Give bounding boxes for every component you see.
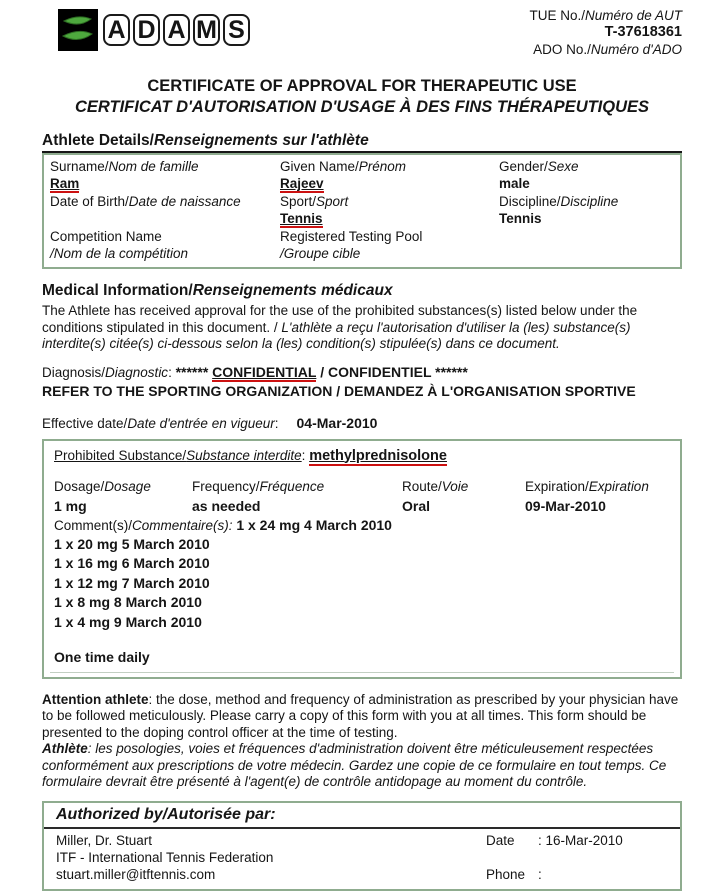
comment-line: 1 x 4 mg 9 March 2010 (54, 613, 202, 630)
authorization-phone: Phone : (486, 867, 542, 883)
field-gender: Gender/Sexe male (499, 158, 674, 193)
field-sport: Sport/Sport Tennis (280, 194, 349, 226)
field-empty (499, 228, 674, 262)
substance-name-value: methylprednisolone (309, 447, 447, 464)
comment-list (54, 535, 670, 633)
route-value: Oral (402, 497, 431, 514)
comment-line: 1 x 8 mg 8 March 2010 (54, 594, 202, 610)
diagnosis-line: Diagnosis/Diagnostic: ****** CONFIDENTIAL / CONFIDENTIEL ****** (42, 363, 468, 380)
authorization-meta (486, 832, 668, 883)
surname-value: Ram (50, 176, 80, 191)
authorizer-email: stuart.miller@itftennis.com (56, 867, 216, 883)
prohibited-substance-box (42, 439, 682, 680)
attention-athlete-paragraph (42, 692, 682, 790)
reference-numbers (529, 7, 682, 58)
authorization-date-value: : 16-Mar-2010 (538, 833, 623, 849)
expiration-column: Expiration/Expiration 09-Mar-2010 (525, 477, 670, 516)
authorization-date: Date : 16-Mar-2010 (486, 833, 623, 849)
ado-no-label: ADO No./Numéro d'ADO (533, 42, 682, 57)
dosage-table (54, 477, 670, 516)
logo-letter-m: M (193, 14, 220, 46)
authorization-spacer (486, 849, 668, 866)
field-discipline: Discipline/Discipline Tennis (499, 193, 674, 228)
authorizer-name: Miller, Dr. Stuart (56, 833, 153, 849)
field-registered-testing-pool: Registered Testing Pool /Groupe cible (280, 229, 423, 261)
expiration-value: 09-Mar-2010 (525, 497, 606, 514)
adams-leaves-icon (58, 9, 98, 51)
prohibited-substance-line: Prohibited Substance/Substance interdite: methylprednisolone (54, 447, 447, 464)
given-name-value: Rajeev (280, 176, 324, 191)
field-given-name: Given Name/Prénom Rajeev (280, 159, 407, 191)
athlete-details-heading: Athlete Details/Renseignements sur l'athlète (42, 132, 682, 153)
sport-value: Tennis (280, 211, 323, 226)
dosage-value: 1 mg (54, 497, 87, 514)
tue-no-label: TUE No./Numéro de AUT (529, 8, 682, 23)
authorizer-details (56, 832, 486, 883)
authorized-by-heading: Authorized by/Autorisée par: (44, 803, 680, 829)
date-of-birth-value (50, 210, 280, 227)
medical-intro-paragraph: The Athlete has received approval for the use of the prohibited substances(s) listed below under the conditions stipulated in this document. / L'athlète a reçu l'autorisation d'utiliser la (les) substance(s) interdite(s) citée(s) ci-dessous selon la (les) condition(s) stipulée(s) dans ce document. (42, 303, 638, 351)
tue-no-value: T-37618361 (604, 24, 682, 40)
athlete-details-box (42, 153, 682, 269)
authorized-by-box (42, 801, 682, 891)
logo-letter-a1: A (103, 14, 130, 46)
comments-line: Comment(s)/Commentaire(s): 1 x 24 mg 4 March 2010 (54, 516, 392, 533)
title-french: CERTIFICAT D'AUTORISATION D'USAGE À DES FINS THÉRAPEUTIQUES (74, 98, 650, 116)
field-surname: Surname/Nom de famille Ram (50, 159, 199, 191)
gender-value: male (499, 176, 530, 191)
comment-first-value: 1 x 24 mg 4 March 2010 (236, 516, 392, 533)
substance-separator (50, 672, 674, 673)
attention-french: Athlète: les posologies, voies et fréquences d'administration doivent être méticuleusement respectées conformément aux prescriptions de votre médecin. Gardez une copie de ce formulaire en tout temps. Ce formulaire devrait être présenté à l'agent(e) de contrôle antidopage au moment du contrôle. (42, 741, 667, 790)
confidential-marker: CONFIDENTIAL (212, 363, 317, 380)
logo-letter-a2: A (163, 14, 190, 46)
logo-letter-s: S (223, 14, 250, 46)
field-competition-name: Competition Name /Nom de la compétition (50, 229, 189, 261)
field-date-of-birth: Date of Birth/Date de naissance (50, 193, 280, 228)
route-column: Route/Voie Oral (402, 477, 525, 516)
discipline-value: Tennis (499, 211, 542, 226)
authorizer-organization: ITF - International Tennis Federation (56, 850, 274, 866)
comment-footer: One time daily (54, 649, 150, 665)
comment-line: 1 x 16 mg 6 March 2010 (54, 555, 210, 571)
dosage-column: Dosage/Dosage 1 mg (54, 477, 192, 516)
refer-to-organization-line: REFER TO THE SPORTING ORGANIZATION / DEMANDEZ À L'ORGANISATION SPORTIVE (42, 382, 636, 399)
logo-letter-d: D (133, 14, 160, 46)
frequency-value: as needed (192, 497, 261, 514)
frequency-column: Frequency/Fréquence as needed (192, 477, 402, 516)
document-header (42, 6, 682, 58)
comment-line: 1 x 20 mg 5 March 2010 (54, 535, 210, 552)
authorization-phone-value: : (538, 867, 542, 883)
adams-logo (58, 9, 253, 51)
effective-date-value: 04-Mar-2010 (296, 414, 378, 431)
document-title (42, 76, 682, 118)
attention-english: Attention athlete: the dose, method and frequency of administration as prescribed by your physician have to be followed meticulously. Please carry a copy of this form with you at all times. This form should be presented to the doping control officer at the time of testing. (42, 692, 679, 740)
comment-line: 1 x 12 mg 7 March 2010 (54, 574, 210, 591)
medical-information-heading: Medical Information/Renseignements médicaux (42, 282, 393, 299)
title-english: CERTIFICATE OF APPROVAL FOR THERAPEUTIC USE (147, 77, 577, 95)
effective-date-line: Effective date/Date d'entrée en vigueur: 04-Mar-2010 (42, 414, 378, 431)
